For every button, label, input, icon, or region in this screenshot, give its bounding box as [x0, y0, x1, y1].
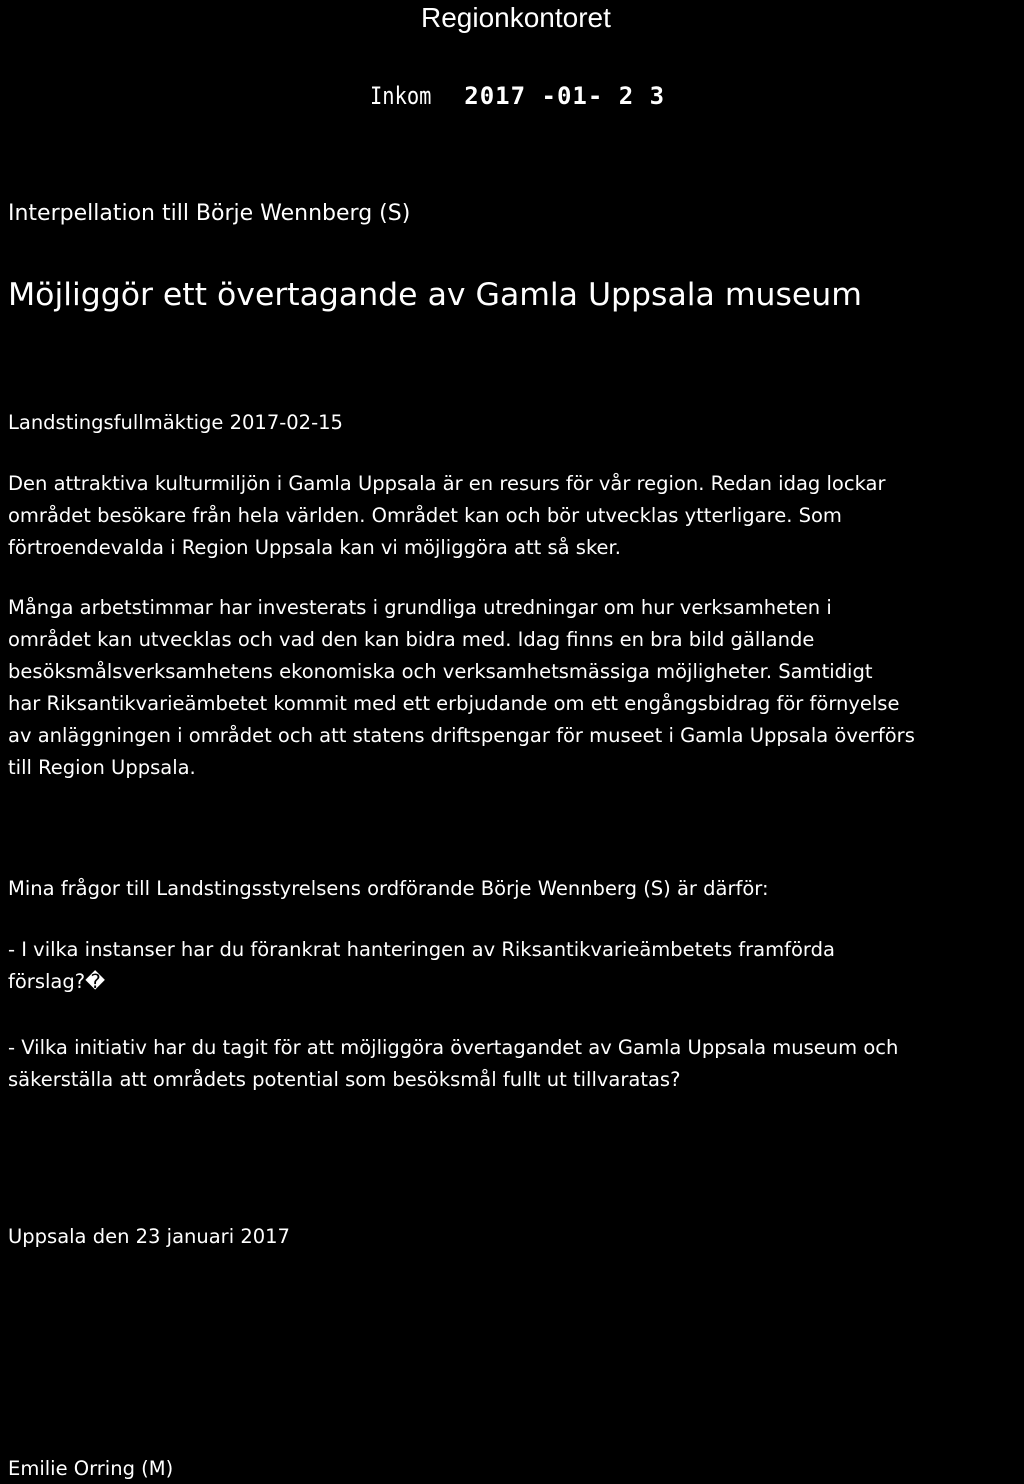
paragraph-line: området kan utvecklas och vad den kan bidra med. Idag finns en bra bild gällande [8, 628, 815, 651]
paragraph-questions-intro [8, 873, 769, 905]
paragraph-line: - I vilka instanser har du förankrat hanteringen av Riksantikvarieämbetets framförda [8, 938, 835, 961]
paragraph-line: förslag?� [8, 970, 106, 993]
paragraph-background [8, 592, 915, 784]
question-1 [8, 934, 835, 998]
paragraph-intro [8, 468, 886, 564]
paragraph-line: säkerställa att områdets potential som besöksmål fullt ut tillvaratas? [8, 1068, 681, 1091]
paragraph-line: området besökare från hela världen. Området kan och bör utvecklas ytterligare. Som [8, 504, 842, 527]
received-label: Inkom [370, 82, 432, 110]
question-2 [8, 1032, 898, 1096]
paragraph-line: Många arbetstimmar har investerats i grundliga utredningar om hur verksamheten i [8, 596, 832, 619]
paragraph-line: - Vilka initiativ har du tagit för att möjliggöra övertagandet av Gamla Uppsala museum och [8, 1036, 899, 1059]
received-stamp [370, 78, 665, 114]
signature-name: Emilie Orring (M) [8, 1457, 174, 1480]
paragraph-line: förtroendevalda i Region Uppsala kan vi möjliggöra att så sker. [8, 536, 621, 559]
document-title: Möjliggör ett övertagande av Gamla Uppsala museum [8, 277, 862, 313]
place-and-date: Uppsala den 23 januari 2017 [8, 1225, 290, 1248]
paragraph-line: har Riksantikvarieämbetet kommit med ett erbjudande om ett engångsbidrag för förnyelse [8, 692, 900, 715]
paragraph-line: av anläggningen i området och att statens driftspengar för museet i Gamla Uppsala överförs [8, 724, 915, 747]
paragraph-line: till Region Uppsala. [8, 756, 196, 779]
interpellation-addressee: Interpellation till Börje Wennberg (S) [8, 201, 411, 226]
meeting-date: Landstingsfullmäktige 2017-02-15 [8, 411, 343, 434]
received-date: 2017 -01- 2 3 [464, 82, 666, 110]
paragraph-line: Den attraktiva kulturmiljön i Gamla Uppsala är en resurs för vår region. Redan idag lockar [8, 472, 886, 495]
paragraph-line: besöksmålsverksamhetens ekonomiska och verksamhetsmässiga möjligheter. Samtidigt [8, 660, 873, 683]
paragraph-line: Mina frågor till Landstingsstyrelsens ordförande Börje Wennberg (S) är därför: [8, 877, 769, 900]
stamp-organization: Regionkontoret [421, 2, 611, 33]
